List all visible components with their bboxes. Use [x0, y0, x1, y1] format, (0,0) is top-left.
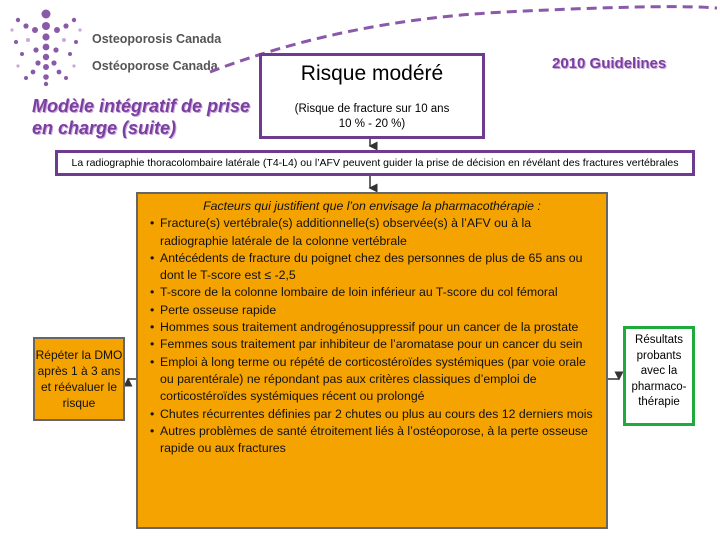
factor-item: • Antécédents de fracture du poignet chez des personnes de plus de 65 ans ou dont le T-score est ≤ -2,5 — [150, 250, 583, 283]
guidelines-label: 2010 Guidelines — [552, 55, 667, 72]
results-box: Résultats probants avec la pharmaco-thérapie — [623, 326, 695, 426]
factor-item: • Hommes sous traitement androgénosuppressif pour un cancer de la prostate — [150, 320, 579, 335]
repeat-bmd-box: Répéter la DMO après 1 à 3 ans et réévaluer le risque — [33, 337, 125, 421]
factor-item: • Emploi à long terme ou répété de corticostéroïdes systémiques (par voie orale ou parentérale) ne répondant pas aux critères classiques d’emploi de corticostéroïdes systémiques récent ou prolongé — [150, 354, 586, 404]
factors-box — [136, 192, 608, 529]
model-title: Modèle intégratif de prise en charge (suite) — [32, 96, 251, 138]
radiography-box: La radiographie thoracolombaire latérale (T4-L4) ou l’AFV peuvent guider la prise de décision en révélant des fractures vertébrales — [55, 150, 695, 176]
logo-name-english: Osteoporosis Canada — [92, 32, 222, 46]
logo-name-french: Ostéoporose Canada — [92, 59, 218, 73]
factor-item: • Perte osseuse rapide — [150, 302, 277, 317]
risk-subtitle: (Risque de fracture sur 10 ans 10 % - 20 %) — [294, 103, 450, 130]
risk-title: Risque modéré — [300, 62, 444, 85]
factor-item: • Fracture(s) vertébrale(s) additionnelle(s) observée(s) à l’AFV ou à la radiographie latérale de la colonne vertébrale — [150, 216, 532, 248]
factor-item: • Chutes récurrentes définies par 2 chutes ou plus au cours des 12 derniers mois — [150, 406, 593, 421]
factor-item: • Autres problèmes de santé étroitement liés à l’ostéoporose, à la perte osseuse rapide ou aux fractures — [150, 423, 588, 456]
factors-heading: Facteurs qui justifient que l’on envisage la pharmacothérapie : — [203, 199, 541, 213]
factor-item: • T-score de la colonne lombaire de loin inférieur au T-score du col fémoral — [150, 285, 558, 300]
factor-item: • Femmes sous traitement par inhibiteur de l’aromatase pour un cancer du sein — [150, 337, 583, 352]
